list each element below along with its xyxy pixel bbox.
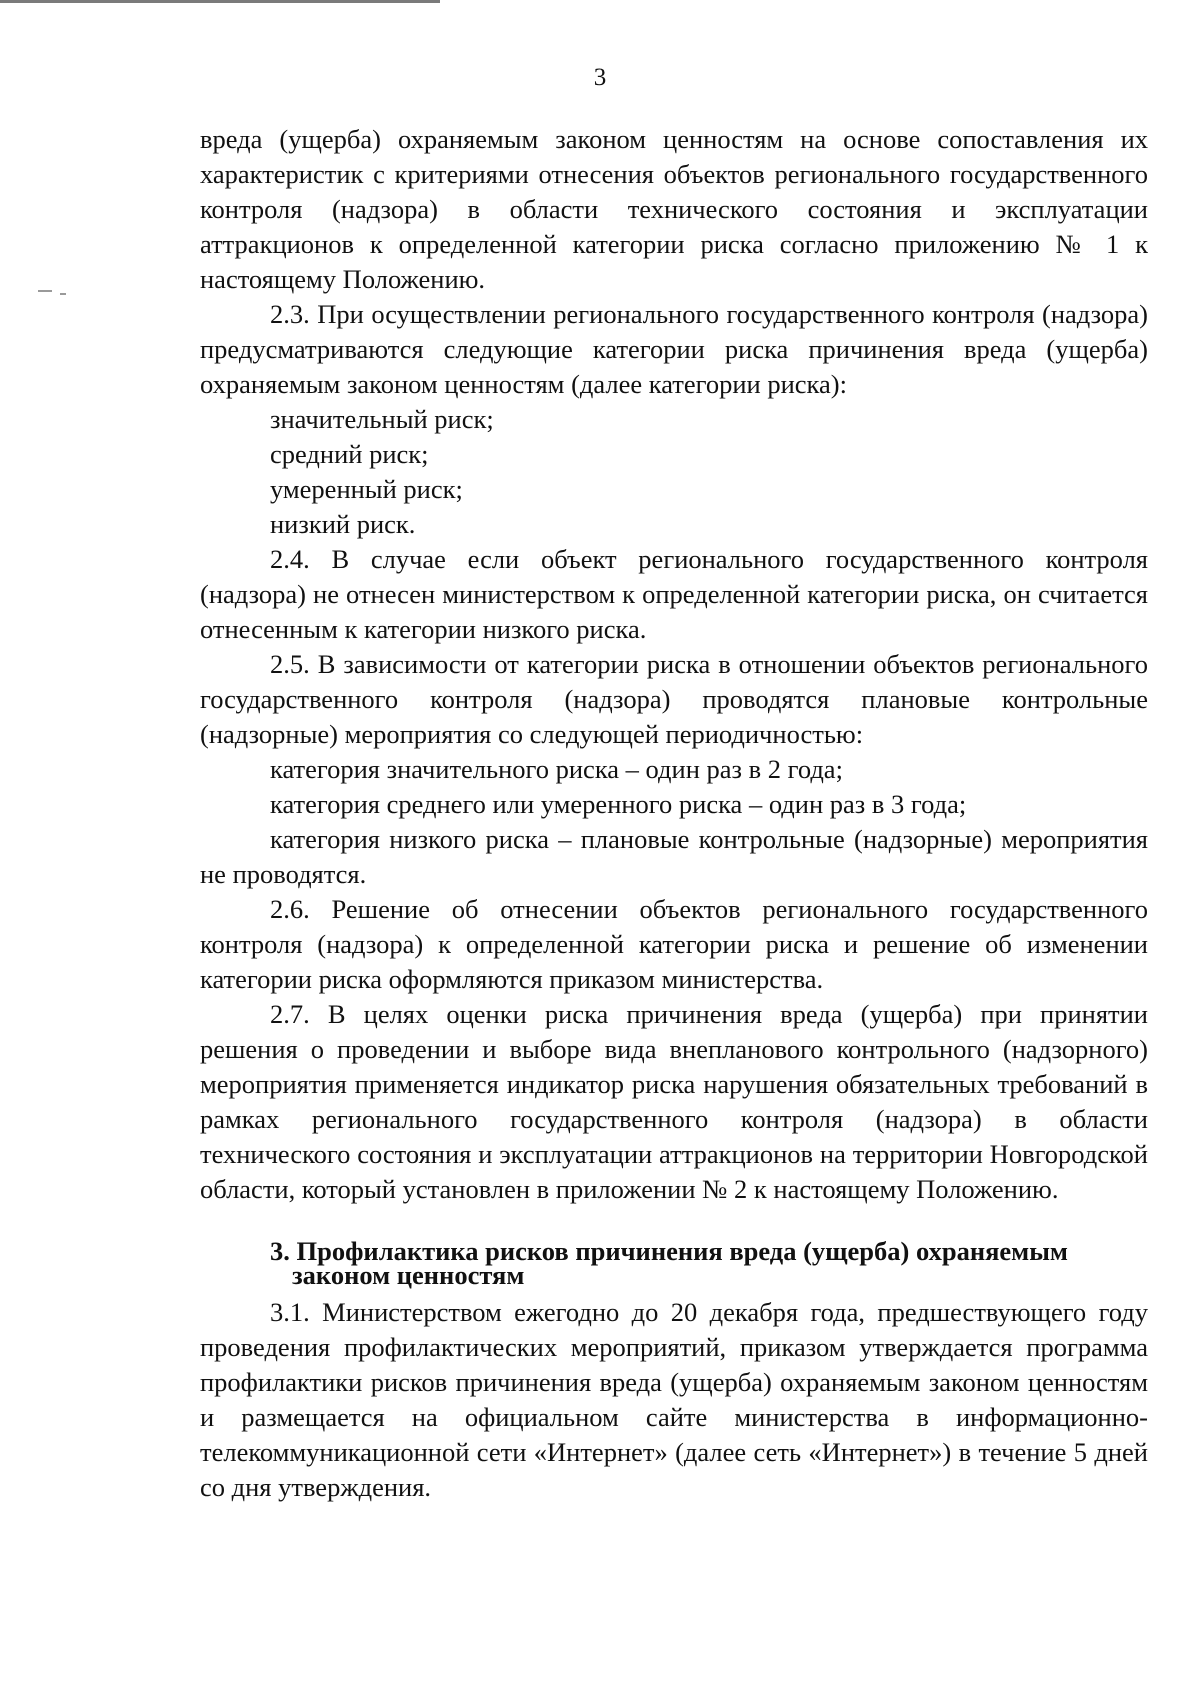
risk-category-item: средний риск; xyxy=(270,439,429,469)
paragraph-2-3: 2.3. При осуществлении регионального государственного контроля (надзора) предусматриваются следующие категории риска причинения вреда (ущерба) охраняемым законом ценностям (далее категории риска): xyxy=(200,299,1148,399)
scan-top-rule xyxy=(0,0,440,3)
periodicity-item: категория значительного риска – один раз в 2 года; xyxy=(270,754,843,784)
paragraph-2-7: 2.7. В целях оценки риска причинения вреда (ущерба) при принятии решения о проведении и выборе вида внепланового контрольного (надзорного) мероприятия применяется индикатор риска нарушения обязательных требований в рамках регионального государственного контроля (надзора) в области технического состояния и эксплуатации аттракционов на территории Новгородской области, который установлен в приложении № 2 к настоящему Положению. xyxy=(200,999,1148,1204)
scan-mark xyxy=(38,290,52,292)
risk-category-item: низкий риск. xyxy=(270,509,416,539)
section-3-heading-line2: законом ценностям xyxy=(292,1260,525,1290)
page-number: 3 xyxy=(593,64,607,91)
paragraph-2-5: 2.5. В зависимости от категории риска в отношении объектов регионального государственного контроля (надзора) проводятся плановые контрольные (надзорные) мероприятия со следующей периодичностью: xyxy=(200,649,1148,749)
periodicity-item: категория среднего или умеренного риска – один раз в 3 года; xyxy=(270,789,967,819)
periodicity-item: категория низкого риска – плановые контрольные (надзорные) мероприятия не проводятся. xyxy=(200,824,1148,889)
paragraph-3-1: 3.1. Министерством ежегодно до 20 декабря года, предшествующего году проведения профилактических мероприятий, приказом утверждается программа профилактики рисков причинения вреда (ущерба) охраняемым законом ценностям и размещается на официальном сайте министерства в информационно-телекоммуникационной сети «Интернет» (далее сеть «Интернет») в течение 5 дней со дня утверждения. xyxy=(200,1297,1148,1502)
scan-mark xyxy=(60,293,66,295)
document-body xyxy=(200,122,1148,1505)
section-3-heading-line1: 3. Профилактика рисков причинения вреда (ущерба) охраняемым xyxy=(270,1236,1068,1266)
risk-category-item: умеренный риск; xyxy=(270,474,463,504)
section-3-heading xyxy=(200,1236,1148,1290)
risk-category-item: значительный риск; xyxy=(270,404,494,434)
paragraph-2-6: 2.6. Решение об отнесении объектов регионального государственного контроля (надзора) к определенной категории риска и решение об изменении категории риска оформляются приказом министерства. xyxy=(200,894,1148,994)
section-gap xyxy=(200,1207,1148,1239)
paragraph-2-4: 2.4. В случае если объект регионального государственного контроля (надзора) не отнесен министерством к определенной категории риска, он считается отнесенным к категории низкого риска. xyxy=(200,544,1148,644)
paragraph-intro: вреда (ущерба) охраняемым законом ценностям на основе сопоставления их характеристик с критериями отнесения объектов регионального государственного контроля (надзора) в области технического состояния и эксплуатации аттракционов к определенной категории риска согласно приложению № 1 к настоящему Положению. xyxy=(200,124,1148,294)
